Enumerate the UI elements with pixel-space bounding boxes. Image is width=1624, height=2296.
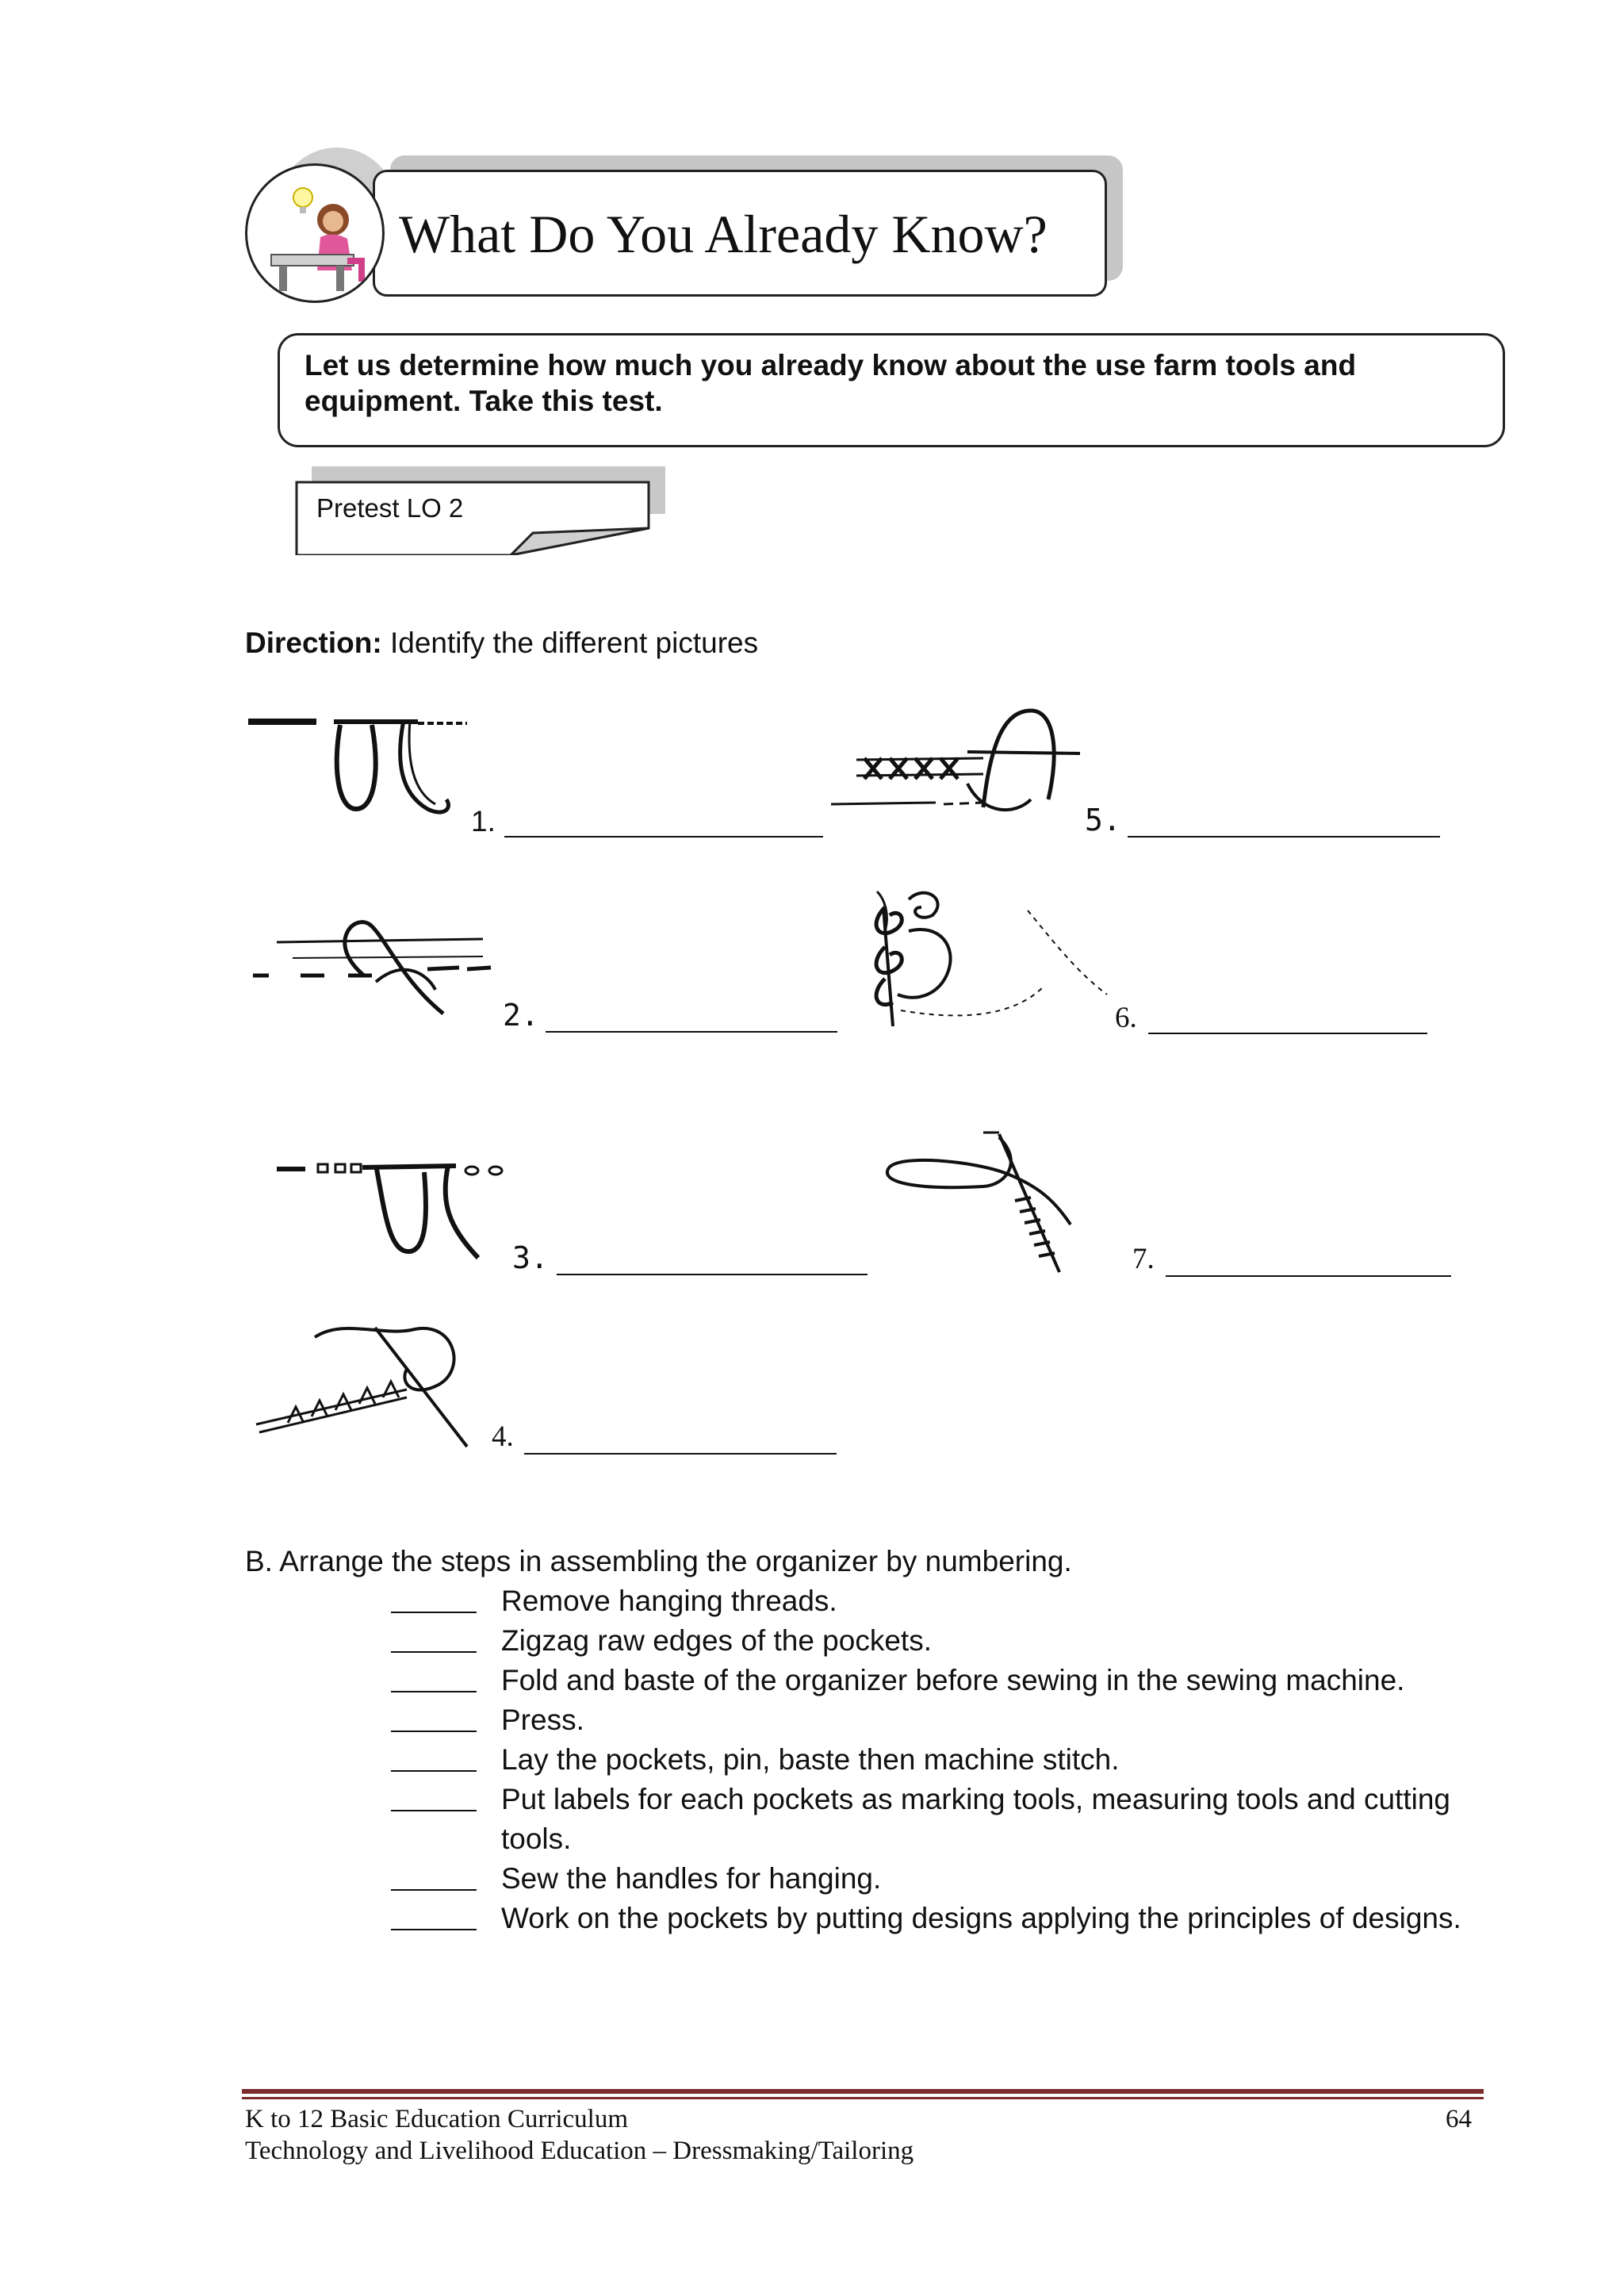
- direction-text: Identify the different pictures: [381, 627, 759, 659]
- footer-curriculum: K to 12 Basic Education Curriculum: [245, 2105, 628, 2133]
- step-text: Fold and baste of the organizer before sewing in the sewing machine.: [501, 1664, 1405, 1696]
- question-5-answer-line[interactable]: [1128, 836, 1440, 838]
- student-at-desk-icon: [247, 166, 385, 303]
- direction: [245, 627, 758, 660]
- question-1-answer-line[interactable]: [504, 836, 823, 838]
- intro-text: Let us determine how much you already know about the use farm tools and equipment. Take this test.: [304, 349, 1357, 417]
- question-7-number: 7.: [1132, 1243, 1155, 1275]
- step-text: Work on the pockets by putting designs applying the principles of designs.: [501, 1902, 1461, 1934]
- footer-rule: [242, 2089, 1484, 2094]
- step-text: Remove hanging threads.: [501, 1585, 837, 1617]
- footer-rule-thin: [242, 2097, 1484, 2099]
- hemming-stitch-icon: [245, 706, 471, 825]
- section-b-title: B. Arrange the steps in assembling the organizer by numbering.: [245, 1545, 1072, 1577]
- step-blank[interactable]: [391, 1889, 477, 1891]
- step-blank[interactable]: [391, 1770, 477, 1772]
- step-blank[interactable]: [391, 1810, 477, 1811]
- step-text: Put labels for each pockets as marking tools, measuring tools and cutting tools.: [501, 1783, 1450, 1855]
- step-blank[interactable]: [391, 1929, 477, 1930]
- stem-stitch-icon: [880, 1129, 1094, 1277]
- page-title: What Do You Already Know?: [399, 204, 1048, 264]
- question-6-number: 6.: [1115, 1002, 1137, 1034]
- step-text: Zigzag raw edges of the pockets.: [501, 1624, 932, 1657]
- step-blank[interactable]: [391, 1691, 477, 1692]
- question-7-answer-line[interactable]: [1166, 1275, 1451, 1277]
- question-1-number: 1.: [471, 805, 496, 838]
- running-stitch-loop-icon: [245, 910, 499, 1029]
- blanket-stitch-icon: [248, 1321, 478, 1456]
- footer-subject: Technology and Livelihood Education – Dressmaking/Tailoring: [245, 2137, 914, 2165]
- chain-stitch-icon: [861, 884, 1115, 1031]
- step-text: Press.: [501, 1704, 584, 1736]
- question-3-answer-line[interactable]: [557, 1274, 868, 1275]
- slip-stitch-icon: [274, 1148, 511, 1267]
- step-blank[interactable]: [391, 1651, 477, 1653]
- step-text: Lay the pockets, pin, baste then machine stitch.: [501, 1743, 1120, 1776]
- step-blank[interactable]: [391, 1731, 477, 1732]
- step-text: Sew the handles for hanging.: [501, 1862, 882, 1895]
- step-blank[interactable]: [391, 1612, 477, 1613]
- question-4-answer-line[interactable]: [524, 1453, 837, 1455]
- question-6-answer-line[interactable]: [1148, 1033, 1427, 1034]
- pretest-label: Pretest LO 2: [316, 493, 464, 523]
- cross-stitch-icon: [825, 704, 1086, 839]
- page-number: 64: [1446, 2105, 1472, 2133]
- question-4-number: 4.: [492, 1420, 514, 1453]
- question-2-number: 2.: [503, 998, 539, 1033]
- question-2-answer-line[interactable]: [546, 1031, 837, 1033]
- question-5-number: 5.: [1085, 803, 1121, 838]
- header-icon-circle: [245, 163, 385, 303]
- question-3-number: 3.: [512, 1240, 549, 1275]
- direction-label: Direction:: [245, 627, 382, 659]
